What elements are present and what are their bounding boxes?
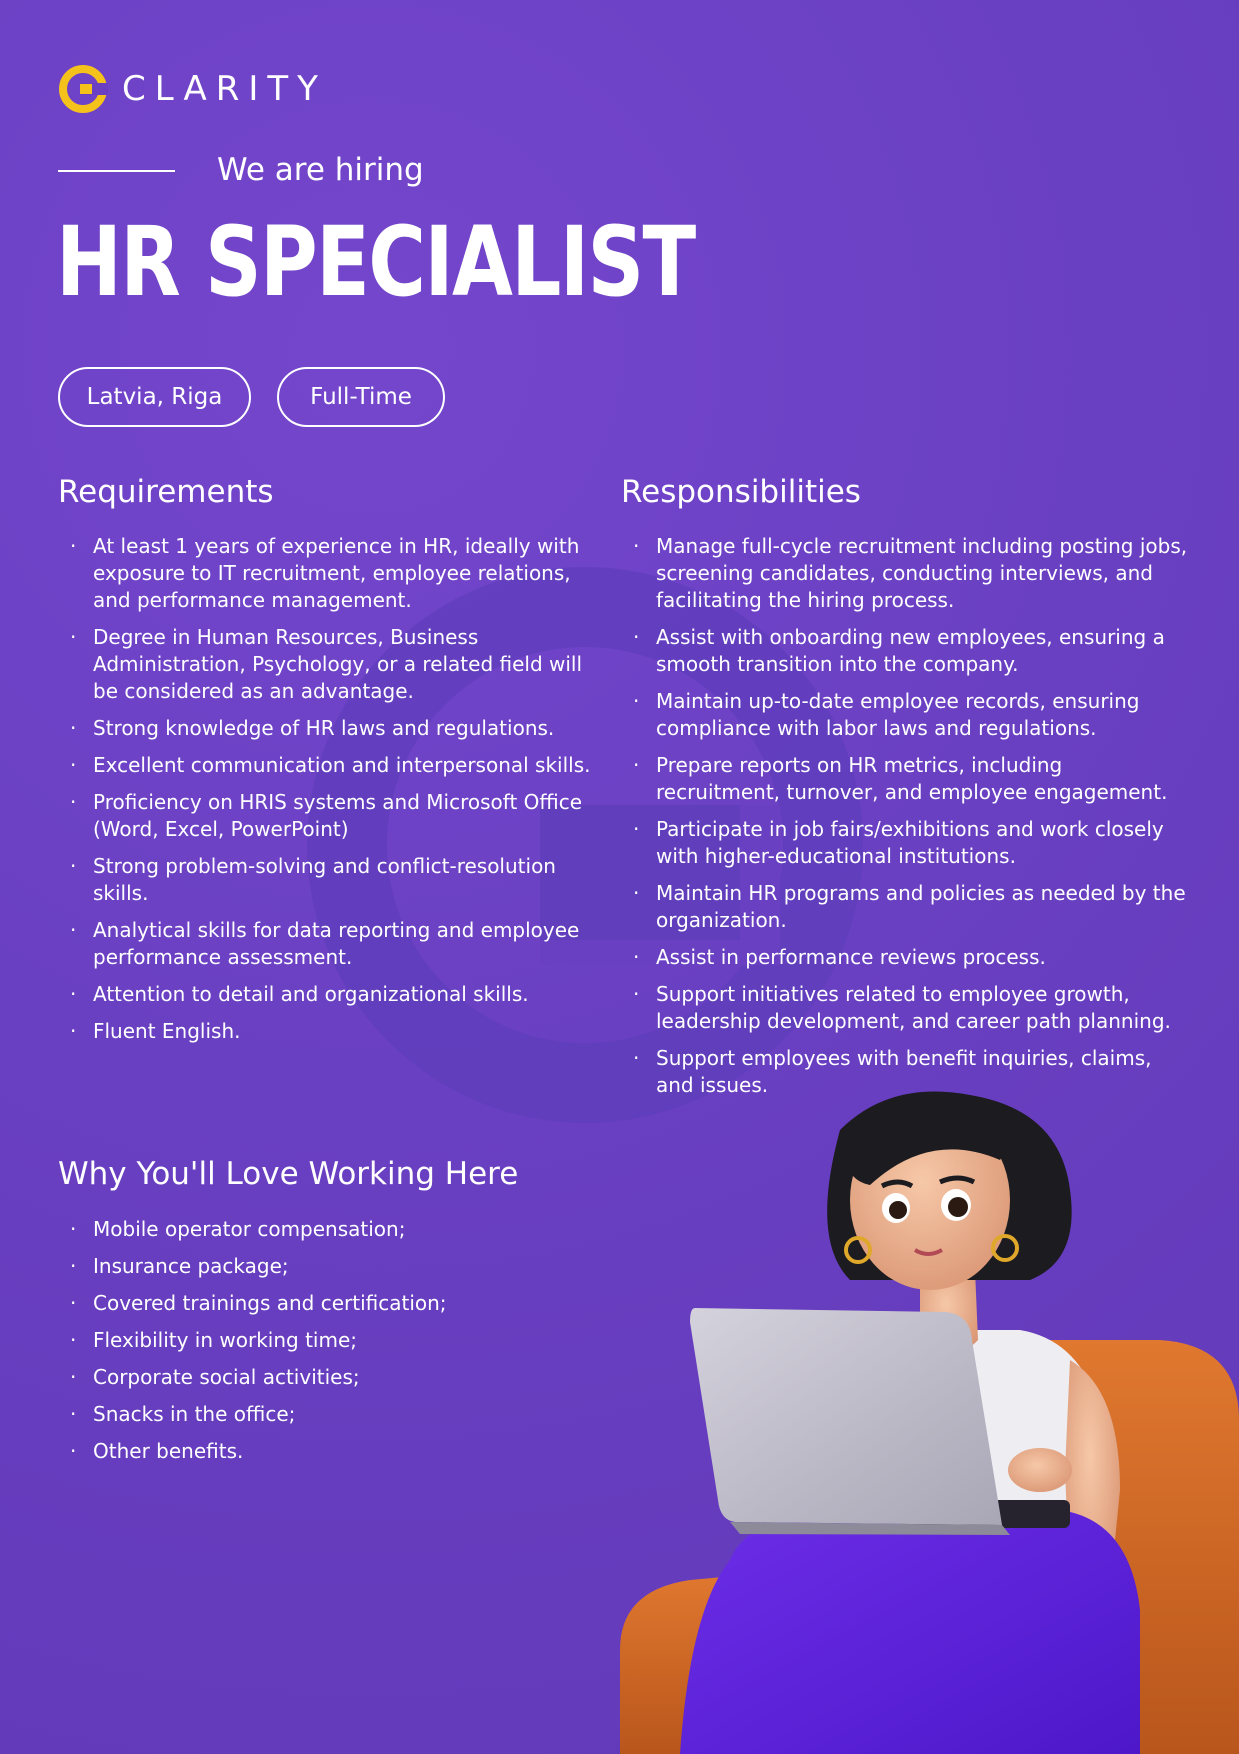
benefit-item: · Snacks in the office; <box>58 1401 558 1428</box>
brand-name: CLARITY <box>122 69 327 109</box>
requirement-item: · Fluent English. <box>58 1018 598 1045</box>
benefits-heading: Why You'll Love Working Here <box>58 1156 519 1192</box>
requirement-item: · Strong problem-solving and conflict-resolution skills. <box>58 853 598 907</box>
responsibility-item: · Manage full-cycle recruitment including posting jobs, screening candidates, conducting interviews, and facilitating the hiring process. <box>621 533 1191 614</box>
woman-with-laptop-illustration <box>600 1090 1239 1754</box>
hiring-kicker: We are hiring <box>217 152 424 188</box>
requirement-item: · At least 1 years of experience in HR, ideally with exposure to IT recruitment, employee relations, and performance management. <box>58 533 598 614</box>
responsibilities-heading: Responsibilities <box>621 474 861 510</box>
clarity-c-logo-icon <box>58 64 108 114</box>
brand-logo[interactable] <box>58 64 327 114</box>
job-title: HR SPECIALIST <box>56 206 695 318</box>
responsibility-item: · Assist in performance reviews process. <box>621 944 1191 971</box>
responsibilities-list <box>621 533 1191 1109</box>
benefit-item: · Other benefits. <box>58 1438 558 1465</box>
responsibility-item: · Maintain up-to-date employee records, ensuring compliance with labor laws and regulations. <box>621 688 1191 742</box>
responsibility-item: · Support employees with benefit inquiries, claims, and issues. <box>621 1045 1191 1099</box>
benefit-item: · Covered trainings and certification; <box>58 1290 558 1317</box>
employment-type-tag: Full-Time <box>277 367 445 427</box>
responsibility-item: · Prepare reports on HR metrics, including recruitment, turnover, and employee engagement. <box>621 752 1191 806</box>
responsibility-item: · Support initiatives related to employee growth, leadership development, and career path planning. <box>621 981 1191 1035</box>
requirement-item: · Attention to detail and organizational skills. <box>58 981 598 1008</box>
hiring-divider-line <box>58 170 175 172</box>
responsibility-item: · Participate in job fairs/exhibitions and work closely with higher-educational institutions. <box>621 816 1191 870</box>
requirement-item: · Excellent communication and interpersonal skills. <box>58 752 598 779</box>
benefits-list <box>58 1216 558 1475</box>
benefit-item: · Mobile operator compensation; <box>58 1216 558 1243</box>
location-tag: Latvia, Riga <box>58 367 251 427</box>
requirement-item: · Proficiency on HRIS systems and Microsoft Office (Word, Excel, PowerPoint) <box>58 789 598 843</box>
benefit-item: · Flexibility in working time; <box>58 1327 558 1354</box>
requirement-item: · Degree in Human Resources, Business Administration, Psychology, or a related field will be considered as an advantage. <box>58 624 598 705</box>
requirement-item: · Analytical skills for data reporting and employee performance assessment. <box>58 917 598 971</box>
requirement-item: · Strong knowledge of HR laws and regulations. <box>58 715 598 742</box>
responsibility-item: · Assist with onboarding new employees, ensuring a smooth transition into the company. <box>621 624 1191 678</box>
responsibility-item: · Maintain HR programs and policies as needed by the organization. <box>621 880 1191 934</box>
benefit-item: · Insurance package; <box>58 1253 558 1280</box>
benefit-item: · Corporate social activities; <box>58 1364 558 1391</box>
requirements-list <box>58 533 598 1055</box>
requirements-heading: Requirements <box>58 474 274 510</box>
